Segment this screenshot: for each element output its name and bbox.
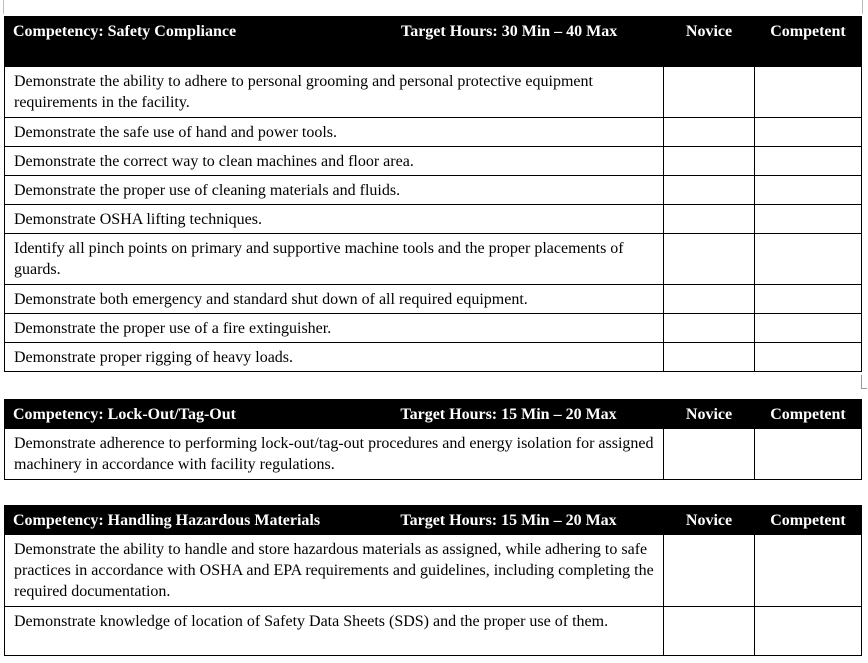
- target-hours: Target Hours: 15 Min – 20 Max: [400, 512, 617, 529]
- table-row: [5, 343, 862, 372]
- skill-text: Demonstrate the proper use of a fire extinguisher.: [5, 314, 664, 343]
- table-row: [5, 147, 862, 176]
- table-row: [5, 285, 862, 314]
- competency-header: [5, 506, 664, 535]
- novice-cell[interactable]: [664, 67, 755, 118]
- page-edge-mark: [861, 375, 867, 389]
- competent-cell[interactable]: [755, 607, 862, 656]
- competency-title: Competency: Safety Compliance: [13, 23, 237, 40]
- novice-cell[interactable]: [664, 234, 755, 285]
- novice-cell[interactable]: [664, 314, 755, 343]
- table-row: [5, 205, 862, 234]
- competent-cell[interactable]: [755, 285, 862, 314]
- competent-cell[interactable]: [755, 429, 862, 480]
- skill-text: Demonstrate both emergency and standard shut down of all required equipment.: [5, 285, 664, 314]
- novice-header: Novice: [664, 400, 755, 429]
- skill-text: Demonstrate proper rigging of heavy loads.: [5, 343, 664, 372]
- table-row: [5, 429, 862, 480]
- skill-text: Demonstrate the correct way to clean machines and floor area.: [5, 147, 664, 176]
- novice-cell[interactable]: [664, 285, 755, 314]
- novice-cell[interactable]: [664, 205, 755, 234]
- skill-text: Demonstrate the ability to handle and store hazardous materials as assigned, while adhering to safe practices in accordance with OSHA and EPA requirements and guidelines, including completing the required documentation.: [5, 535, 664, 607]
- competent-header: Competent: [755, 17, 862, 67]
- novice-header: Novice: [664, 17, 755, 67]
- competent-cell[interactable]: [755, 234, 862, 285]
- competency-title: Competency: Lock-Out/Tag-Out: [13, 406, 236, 423]
- competent-cell[interactable]: [755, 118, 862, 147]
- competency-table-lockout-tagout: [4, 399, 862, 480]
- table-header-row: [5, 400, 862, 429]
- table-row: [5, 314, 862, 343]
- skill-text: Demonstrate the ability to adhere to personal grooming and personal protective equipment requirements in the facility.: [5, 67, 664, 118]
- competent-cell[interactable]: [755, 535, 862, 607]
- table-row: [5, 176, 862, 205]
- competency-header: [5, 400, 664, 429]
- table-row: [5, 607, 862, 656]
- novice-cell[interactable]: [664, 118, 755, 147]
- novice-header: Novice: [664, 506, 755, 535]
- table-header-row: [5, 17, 862, 67]
- novice-cell[interactable]: [664, 176, 755, 205]
- novice-cell[interactable]: [664, 343, 755, 372]
- competency-table-safety-compliance: [4, 16, 862, 372]
- skill-text: Demonstrate OSHA lifting techniques.: [5, 205, 664, 234]
- competent-cell[interactable]: [755, 205, 862, 234]
- competent-cell[interactable]: [755, 314, 862, 343]
- skill-text: Demonstrate knowledge of location of Safety Data Sheets (SDS) and the proper use of them.: [5, 607, 664, 656]
- competent-cell[interactable]: [755, 343, 862, 372]
- table-row: [5, 118, 862, 147]
- novice-cell[interactable]: [664, 429, 755, 480]
- competency-table-hazardous-materials: [4, 505, 862, 656]
- target-hours: Target Hours: 15 Min – 20 Max: [400, 406, 617, 423]
- competent-cell[interactable]: [755, 67, 862, 118]
- competent-cell[interactable]: [755, 176, 862, 205]
- competency-header: [5, 17, 664, 67]
- table-row: [5, 535, 862, 607]
- skill-text: Demonstrate adherence to performing lock-out/tag-out procedures and energy isolation for assigned machinery in accordance with facility regulations.: [5, 429, 664, 480]
- table-row: [5, 67, 862, 118]
- table-header-row: [5, 506, 862, 535]
- target-hours: Target Hours: 30 Min – 40 Max: [401, 23, 618, 40]
- competency-title: Competency: Handling Hazardous Materials: [13, 512, 321, 529]
- novice-cell[interactable]: [664, 607, 755, 656]
- skill-text: Demonstrate the safe use of hand and power tools.: [5, 118, 664, 147]
- novice-cell[interactable]: [664, 147, 755, 176]
- novice-cell[interactable]: [664, 535, 755, 607]
- competent-header: Competent: [755, 506, 862, 535]
- table-row: [5, 234, 862, 285]
- skill-text: Identify all pinch points on primary and supportive machine tools and the proper placements of guards.: [5, 234, 664, 285]
- competent-cell[interactable]: [755, 147, 862, 176]
- skill-text: Demonstrate the proper use of cleaning materials and fluids.: [5, 176, 664, 205]
- competent-header: Competent: [755, 400, 862, 429]
- page-edge: [3, 0, 863, 14]
